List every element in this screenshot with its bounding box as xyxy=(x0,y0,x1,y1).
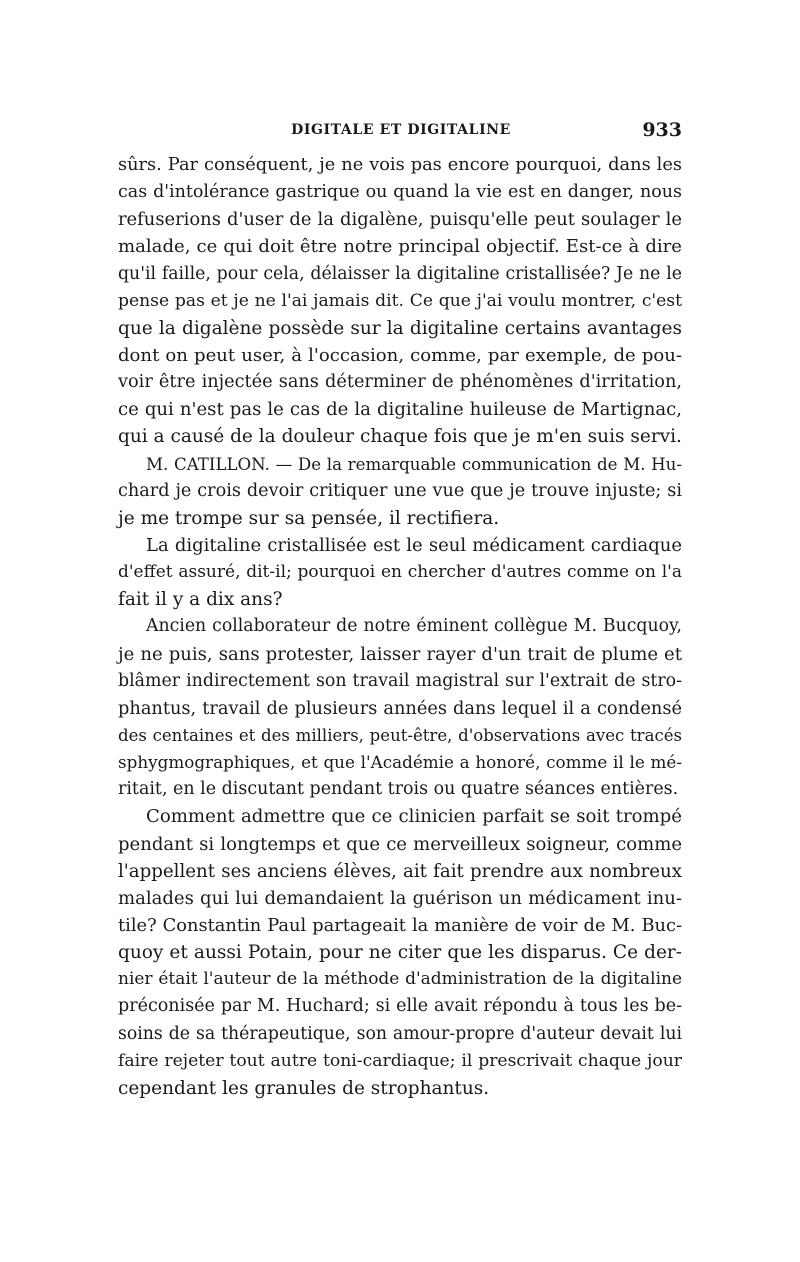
text-line: soins de sa thérapeutique, son amour-propre d'auteur devait lui xyxy=(118,1023,682,1044)
text-line: refuserions d'user de la digalène, puisqu'elle peut soulager le xyxy=(118,209,682,231)
text-line: fait il y a dix ans? xyxy=(118,589,283,611)
text-line: tile? Constantin Paul partageait la manière de voir de M. Buc- xyxy=(118,914,682,936)
text-line: je ne puis, sans protester, laisser rayer d'un trait de plume et xyxy=(118,643,682,665)
text-line: que la digalène possède sur la digitaline certains avantages xyxy=(118,317,682,339)
text-line: ce qui n'est pas le cas de la digitaline huileuse de Martignac, xyxy=(118,399,682,421)
text-line: préconisée par M. Huchard; si elle avait répondu à tous les be- xyxy=(118,996,682,1017)
text-line: dont on peut user, à l'occasion, comme, par exemple, de pou- xyxy=(118,344,682,366)
text-line: qu'il faille, pour cela, délaisser la digitaline cristallisée? Je ne le xyxy=(118,263,682,284)
text-line: d'effet assuré, dit-il; pourquoi en chercher d'autres comme on l'a xyxy=(118,562,682,583)
running-title: DIGITALE ET DIGITALINE xyxy=(291,122,511,138)
text-line: sûrs. Par conséquent, je ne vois pas encore pourquoi, dans les xyxy=(118,155,682,175)
text-line: je me trompe sur sa pensée, il rectifiera. xyxy=(118,507,500,529)
text-line: voir être injectée sans déterminer de phénomènes d'irritation, xyxy=(118,372,682,393)
running-head xyxy=(120,119,682,146)
text-line: des centaines et des milliers, peut-être, d'observations avec tracés xyxy=(118,725,682,745)
text-line: cas d'intolérance gastrique ou quand la vie est en danger, nous xyxy=(118,182,682,203)
text-line: l'appellent ses anciens élèves, ait fait prendre aux nombreux xyxy=(118,860,682,882)
text-line: chard je crois devoir critiquer une vue que je trouve injuste; si xyxy=(118,480,682,501)
text-line: phantus, travail de plusieurs années dans lequel il a condensé xyxy=(118,697,682,719)
page-number: 933 xyxy=(642,119,682,141)
text-line: qui a causé de la douleur chaque fois que je m'en suis servi. xyxy=(118,426,682,448)
text-line: blâmer indirectement son travail magistral sur l'extrait de stro- xyxy=(118,670,682,691)
text-line: malades qui lui demandaient la guérison un médicament inu- xyxy=(118,887,682,909)
text-line: cependant les granules de strophantus. xyxy=(118,1077,490,1099)
text-line: malade, ce qui doit être notre principal objectif. Est-ce à dire xyxy=(118,236,682,258)
text-line: sphygmographiques, et que l'Académie a honoré, comme il le mé- xyxy=(118,752,682,773)
text-line: pendant si longtemps et que ce merveilleux soigneur, comme xyxy=(118,833,682,855)
text-line: pense pas et je ne l'ai jamais dit. Ce que j'ai voulu montrer, c'est xyxy=(118,290,682,311)
text-line: Comment admettre que ce clinicien parfait se soit trompé xyxy=(146,806,682,828)
text-body xyxy=(118,152,682,1102)
speaker-line: M. CATILLON. — De la remarquable communication de M. Hu- xyxy=(146,454,682,474)
text-line: ritait, en le discutant pendant trois ou quatre séances entières. xyxy=(118,779,679,800)
text-line: nier était l'auteur de la méthode d'administration de la digitaline xyxy=(118,969,682,990)
text-line: quoy et aussi Potain, pour ne citer que les disparus. Ce der- xyxy=(118,942,682,964)
text-line: La digitaline cristallisée est le seul médicament cardiaque xyxy=(146,534,682,556)
text-line: Ancien collaborateur de notre éminent collègue M. Bucquoy, xyxy=(146,616,682,637)
text-line: faire rejeter tout autre toni-cardiaque; il prescrivait chaque jour xyxy=(118,1050,682,1071)
